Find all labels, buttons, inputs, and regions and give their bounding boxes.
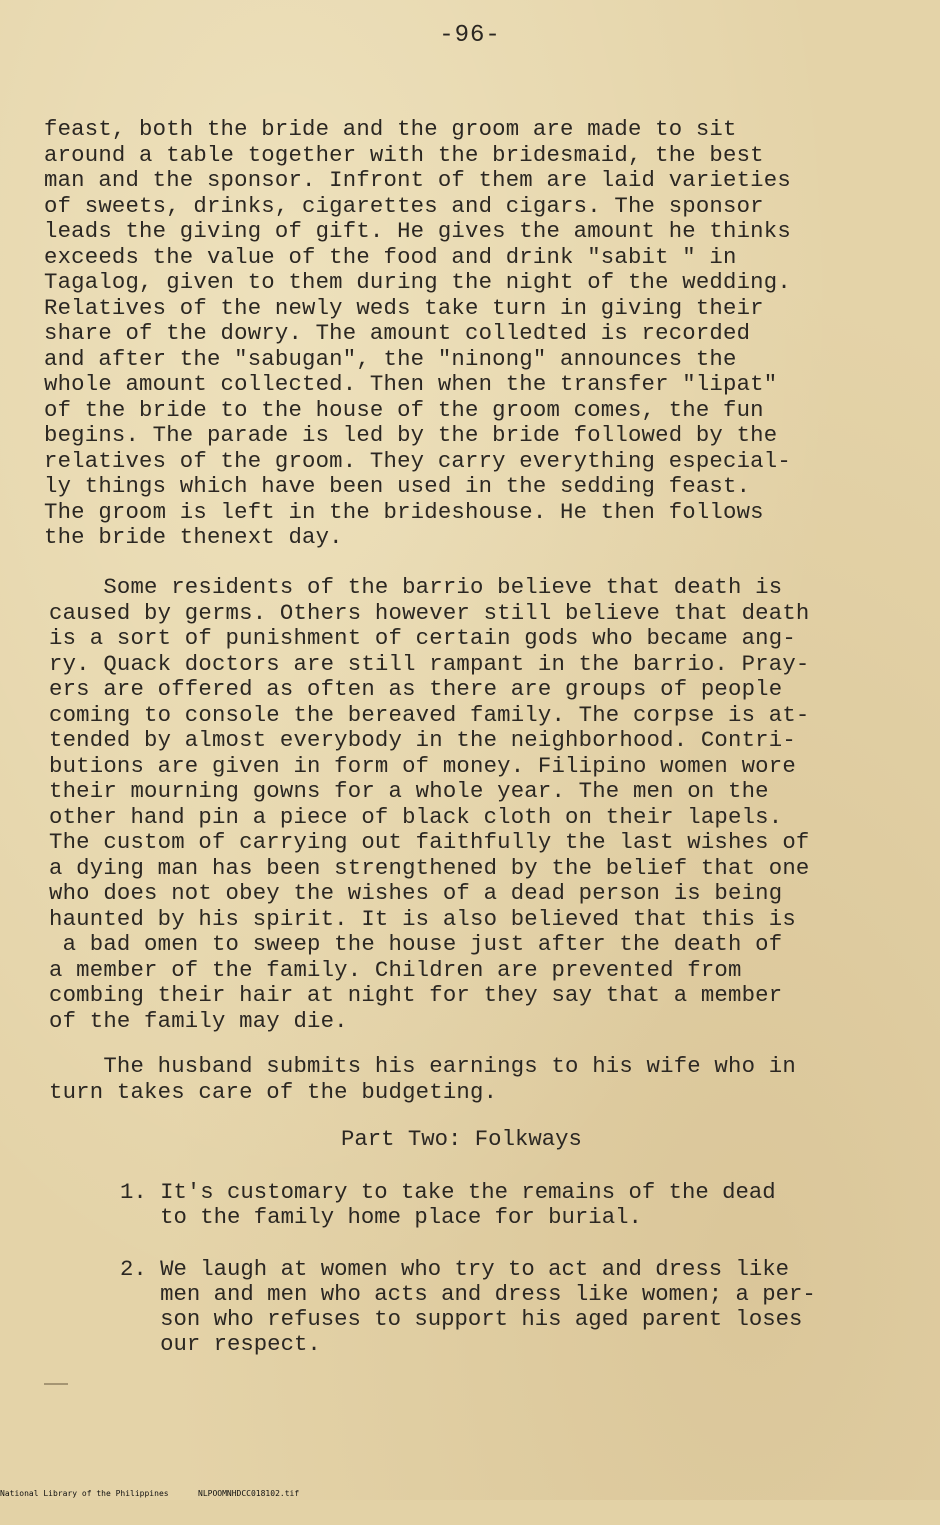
paragraph-death-beliefs: Some residents of the barrio believe that death is caused by germs. Others however still believe that death is a sort of punishment of certain gods who became ang- ry. Quack doctors are still rampant in the barrio. Pray- ers are offered as often as there are groups of people coming to console the bereaved family. The corpse is at- tended by almost everybody in the neighborhood. Contri- butions are given in form of money. Filipino women wore their mourning gowns for a whole year. The men on the other hand pin a piece of black cloth on their lapels. The custom of carrying out faithfully the last wishes of a dying man has been strengthened by the belief that one who does not obey the wishes of a dead person is being haunted by his spirit. It is also believed that this is a bad omen to sweep the house just after the death of a member of the family. Children are prevented from combing their hair at night for they say that a member of the family may die. bbox=[49, 574, 810, 1034]
folkway-item-2: 2. We laugh at women who try to act and dress like men and men who acts and dress like women; a per- son who refuses to support his aged parent loses our respect. bbox=[120, 1256, 816, 1357]
page-number: -96- bbox=[439, 22, 501, 49]
section-heading: Part Two: Folkways bbox=[341, 1126, 582, 1152]
scan-footer bbox=[0, 1489, 940, 1500]
paragraph-wedding-feast: feast, both the bride and the groom are made to sit around a table together with the bridesmaid, the best man and the sponsor. Infront of them are laid varieties of sweets, drinks, cigarettes and cigars. The sponsor leads the giving of gift. He gives the amount he thinks exceeds the value of the food and drink "sabit " in Tagalog, given to them during the night of the wedding. Relatives of the newly weds take turn in giving their share of the dowry. The amount colledted is recorded and after the "sabugan", the "ninong" announces the whole amount collected. Then when the transfer "lipat" of the bride to the house of the groom comes, the fun begins. The parade is led by the bride followed by the relatives of the groom. They carry everything especial- ly things which have been used in the sedding feast. The groom is left in the brideshouse. He then follows the bride thenext day. bbox=[44, 116, 791, 550]
folkway-item-1: 1. It's customary to take the remains of the dead to the family home place for burial. bbox=[120, 1179, 776, 1230]
margin-pencil-mark bbox=[44, 1383, 68, 1385]
footer-institution: National Library of the Philippines bbox=[0, 1489, 169, 1498]
paragraph-budgeting: The husband submits his earnings to his wife who in turn takes care of the budgeting. bbox=[49, 1053, 796, 1105]
footer-filename: NLPOOMNHDCC018102.tif bbox=[198, 1489, 300, 1498]
